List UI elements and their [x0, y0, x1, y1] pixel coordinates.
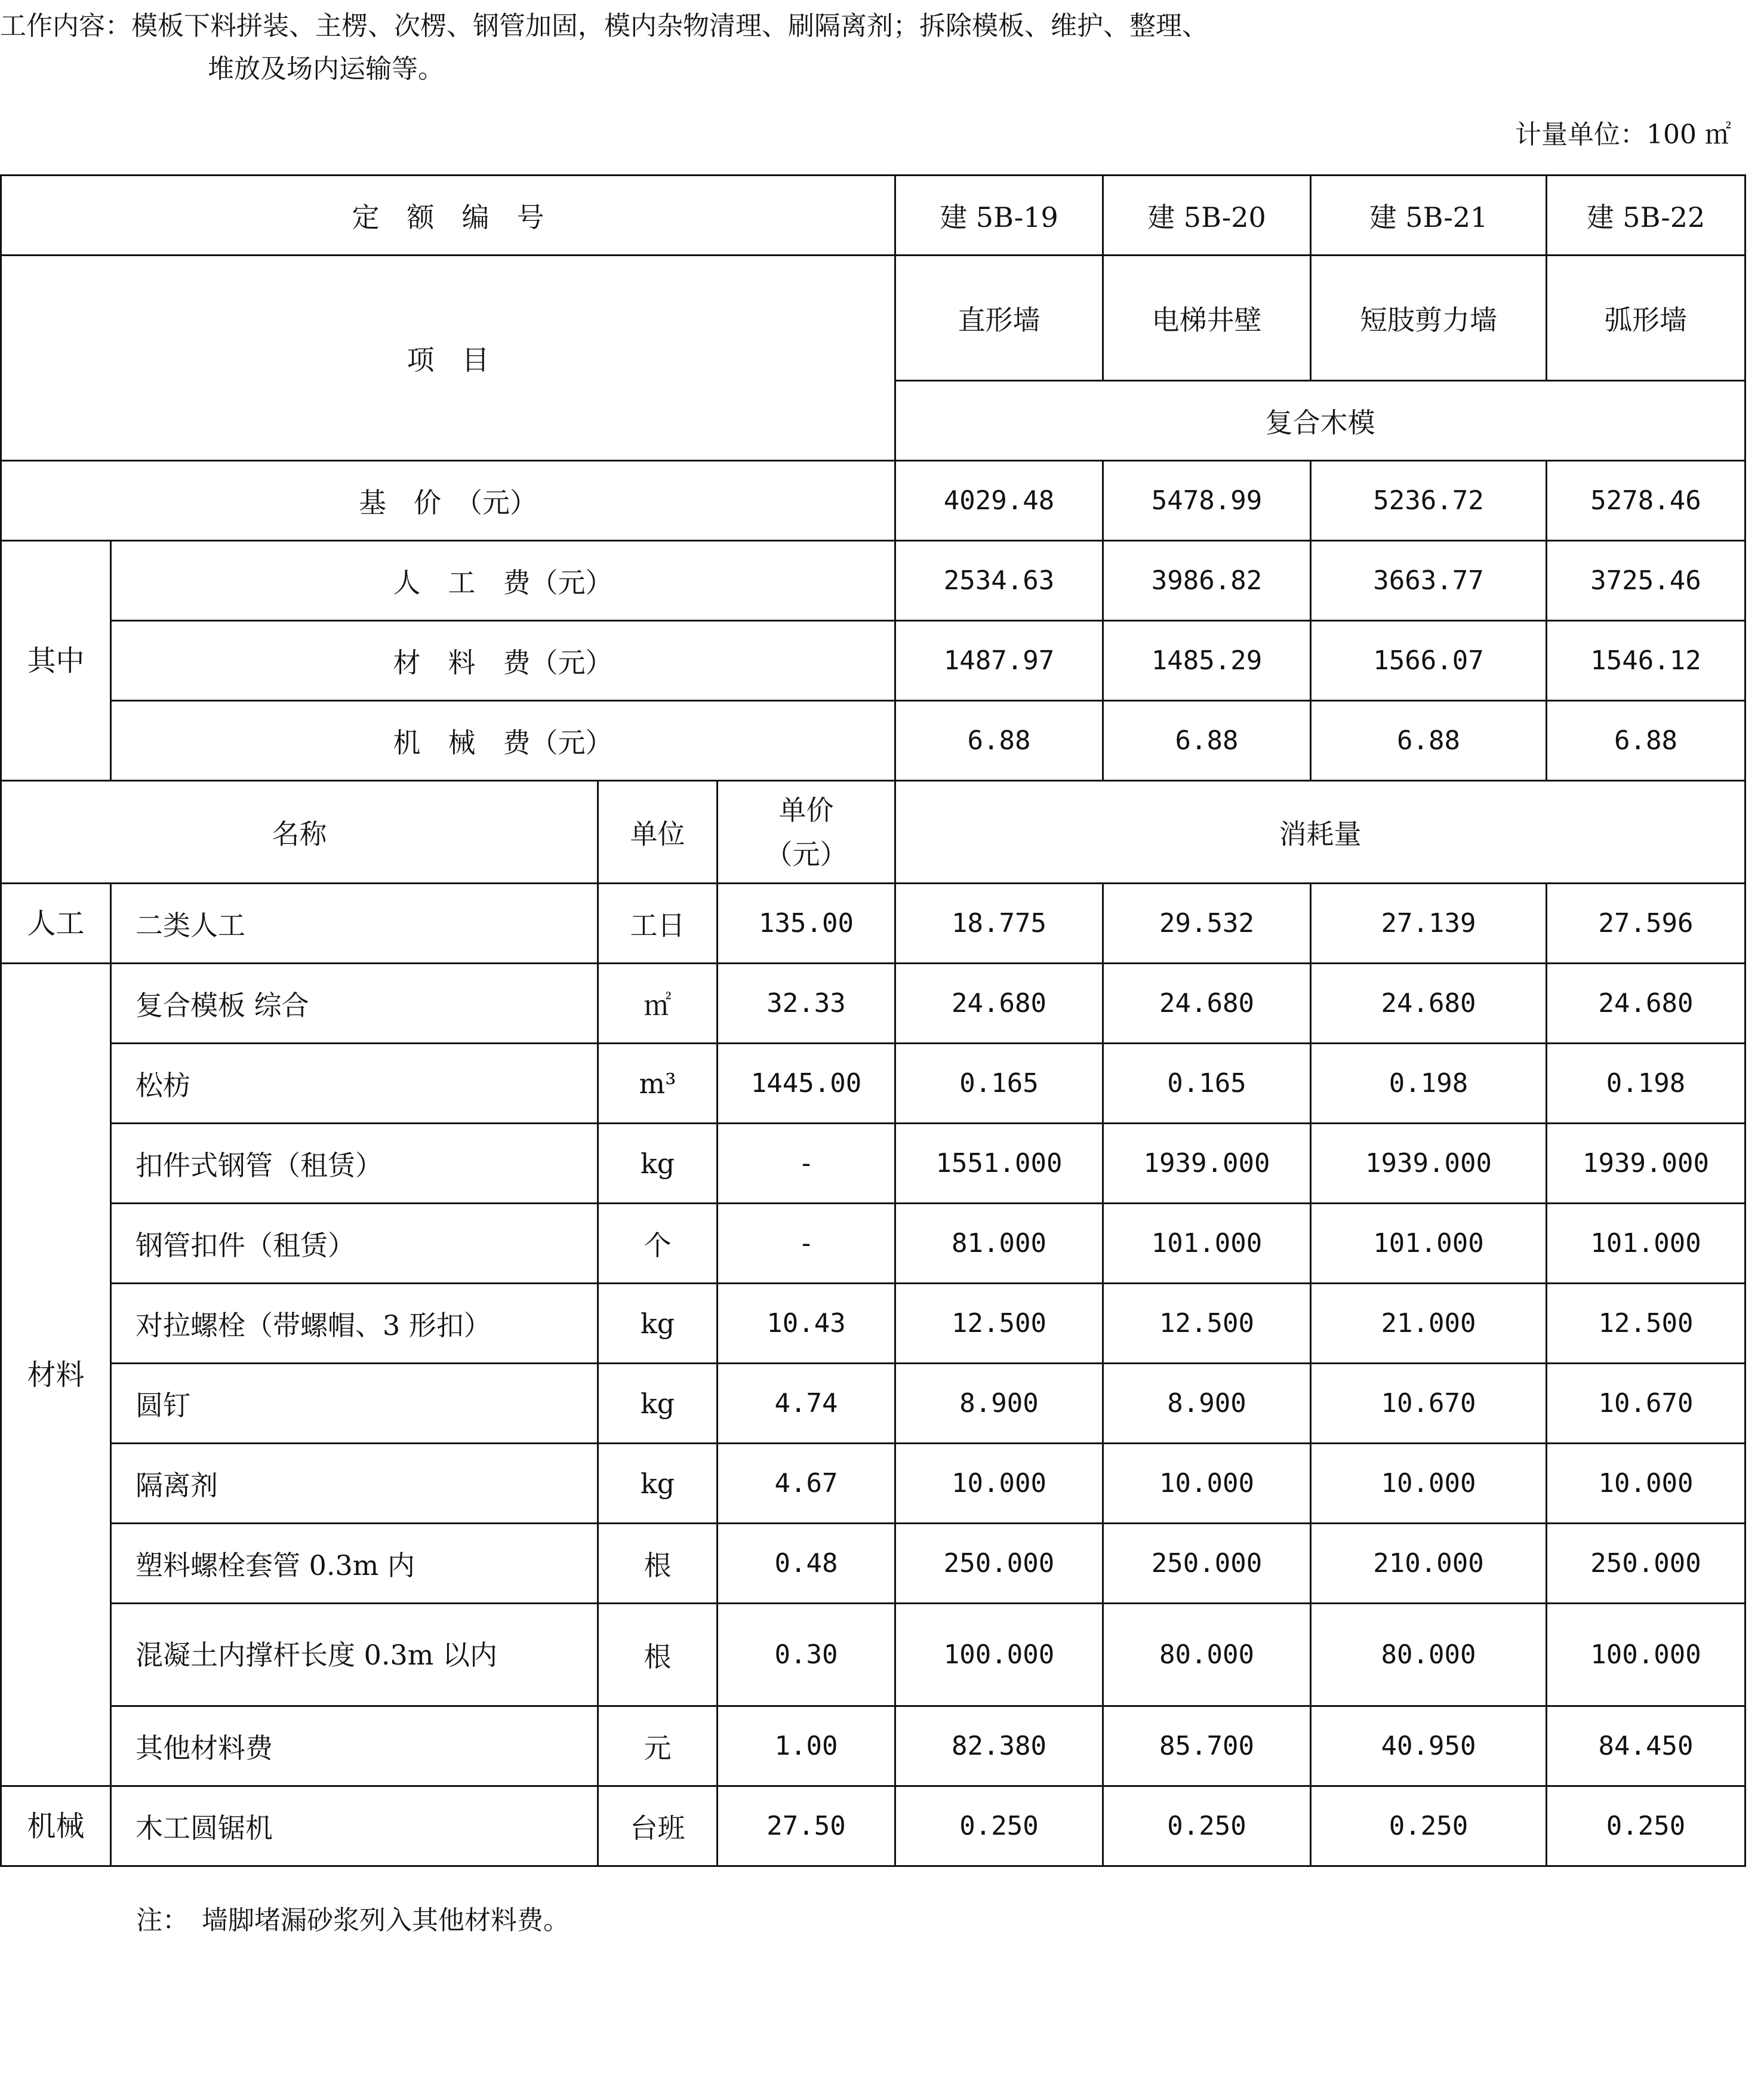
material-row	[1, 964, 1745, 1044]
quota-code: 建 5B-19	[895, 176, 1103, 256]
mold-type: 复合木模	[895, 381, 1745, 461]
resource-name: 圆钉	[111, 1364, 598, 1444]
resource-unit-price: 1445.00	[718, 1044, 895, 1124]
consumption-value: 12.500	[1103, 1284, 1311, 1364]
resource-name: 松枋	[111, 1044, 598, 1124]
resource-unit: kg	[598, 1124, 718, 1204]
consumption-value: 21.000	[1311, 1284, 1547, 1364]
machine-cost: 6.88	[1547, 701, 1745, 781]
resource-name: 二类人工	[111, 884, 598, 964]
consumption-value: 100.000	[895, 1604, 1103, 1706]
base-price-label: 基 价 （元）	[1, 461, 895, 541]
resource-name: 其他材料费	[111, 1706, 598, 1786]
consumption-value: 8.900	[1103, 1364, 1311, 1444]
labor-cost: 3725.46	[1547, 541, 1745, 621]
resource-unit-price: 0.48	[718, 1524, 895, 1604]
base-price: 5278.46	[1547, 461, 1745, 541]
item-name: 弧形墙	[1547, 256, 1745, 381]
consumption-value: 24.680	[1103, 964, 1311, 1044]
resource-unit-price: 27.50	[718, 1786, 895, 1866]
resource-unit-price: 4.67	[718, 1444, 895, 1524]
material-row	[1, 1604, 1745, 1706]
machine-cost: 6.88	[1103, 701, 1311, 781]
consumption-value: 10.670	[1311, 1364, 1547, 1444]
consumption-value: 10.670	[1547, 1364, 1745, 1444]
resource-unit: m³	[598, 1044, 718, 1124]
column-header-name: 名称	[1, 781, 598, 884]
material-row	[1, 1204, 1745, 1284]
material-cost-label: 材 料 费（元）	[111, 621, 895, 701]
consumption-value: 0.198	[1547, 1044, 1745, 1124]
consumption-value: 1939.000	[1311, 1124, 1547, 1204]
consumption-value: 81.000	[895, 1204, 1103, 1284]
consumption-value: 1939.000	[1547, 1124, 1745, 1204]
resource-name: 对拉螺栓（带螺帽、3 形扣）	[111, 1284, 598, 1364]
resource-unit: 台班	[598, 1786, 718, 1866]
consumption-value: 0.250	[1103, 1786, 1311, 1866]
resource-name: 混凝土内撑杆长度 0.3m 以内	[111, 1604, 598, 1706]
consumption-value: 40.950	[1311, 1706, 1547, 1786]
resource-unit: kg	[598, 1444, 718, 1524]
consumption-value: 0.165	[895, 1044, 1103, 1124]
resource-name: 隔离剂	[111, 1444, 598, 1524]
consumption-value: 101.000	[1547, 1204, 1745, 1284]
resource-unit-price: 1.00	[718, 1706, 895, 1786]
resource-unit-price: -	[718, 1124, 895, 1204]
material-row	[1, 1706, 1745, 1786]
consumption-value: 101.000	[1103, 1204, 1311, 1284]
quota-code: 建 5B-20	[1103, 176, 1311, 256]
consumption-value: 1551.000	[895, 1124, 1103, 1204]
resource-unit: 元	[598, 1706, 718, 1786]
consumption-value: 12.500	[1547, 1284, 1745, 1364]
consumption-value: 10.000	[1547, 1444, 1745, 1524]
material-group-label: 材料	[1, 964, 111, 1786]
item-name: 短肢剪力墙	[1311, 256, 1547, 381]
footnote: 注： 墙脚堵漏砂浆列入其他材料费。	[136, 1905, 569, 1936]
machine-row	[1, 1786, 1745, 1866]
consumption-value: 0.250	[895, 1786, 1103, 1866]
labor-group-label: 人工	[1, 884, 111, 964]
consumption-value: 18.775	[895, 884, 1103, 964]
consumption-value: 24.680	[1547, 964, 1745, 1044]
consumption-value: 84.450	[1547, 1706, 1745, 1786]
resource-unit: kg	[598, 1364, 718, 1444]
consumption-value: 10.000	[895, 1444, 1103, 1524]
material-row	[1, 1364, 1745, 1444]
resource-unit-price: 0.30	[718, 1604, 895, 1706]
consumption-value: 27.139	[1311, 884, 1547, 964]
material-cost: 1487.97	[895, 621, 1103, 701]
machine-cost: 6.88	[1311, 701, 1547, 781]
consumption-value: 24.680	[895, 964, 1103, 1044]
item-label: 项 目	[1, 256, 895, 461]
labor-cost: 3663.77	[1311, 541, 1547, 621]
labor-row	[1, 884, 1745, 964]
consumption-value: 29.532	[1103, 884, 1311, 964]
work-content-line-2: 堆放及场内运输等。	[208, 54, 444, 84]
consumption-value: 8.900	[895, 1364, 1103, 1444]
material-row	[1, 1044, 1745, 1124]
labor-cost-label: 人 工 费（元）	[111, 541, 895, 621]
consumption-value: 101.000	[1311, 1204, 1547, 1284]
material-row	[1, 1284, 1745, 1364]
resource-unit: kg	[598, 1284, 718, 1364]
resource-name: 钢管扣件（租赁）	[111, 1204, 598, 1284]
consumption-value: 80.000	[1311, 1604, 1547, 1706]
resource-unit: 根	[598, 1604, 718, 1706]
resource-unit: 工日	[598, 884, 718, 964]
consumption-value: 0.165	[1103, 1044, 1311, 1124]
quota-code-label: 定 额 编 号	[1, 176, 895, 256]
consumption-value: 85.700	[1103, 1706, 1311, 1786]
resource-name: 木工圆锯机	[111, 1786, 598, 1866]
labor-cost: 2534.63	[895, 541, 1103, 621]
resource-unit-price: -	[718, 1204, 895, 1284]
material-cost: 1566.07	[1311, 621, 1547, 701]
resource-unit-price: 10.43	[718, 1284, 895, 1364]
column-header-consumption: 消耗量	[895, 781, 1745, 884]
machine-cost: 6.88	[895, 701, 1103, 781]
quota-code: 建 5B-21	[1311, 176, 1547, 256]
consumption-value: 12.500	[895, 1284, 1103, 1364]
machine-cost-label: 机 械 费（元）	[111, 701, 895, 781]
consumption-value: 1939.000	[1103, 1124, 1311, 1204]
labor-cost: 3986.82	[1103, 541, 1311, 621]
measurement-unit: 计量单位：100 ㎡	[1515, 119, 1731, 150]
resource-name: 塑料螺栓套管 0.3m 内	[111, 1524, 598, 1604]
quota-code: 建 5B-22	[1547, 176, 1745, 256]
item-name: 电梯井壁	[1103, 256, 1311, 381]
resource-unit-price: 4.74	[718, 1364, 895, 1444]
consumption-value: 24.680	[1311, 964, 1547, 1044]
machine-group-label: 机械	[1, 1786, 111, 1866]
consumption-value: 100.000	[1547, 1604, 1745, 1706]
resource-unit: 个	[598, 1204, 718, 1284]
material-cost: 1546.12	[1547, 621, 1745, 701]
consumption-value: 10.000	[1311, 1444, 1547, 1524]
consumption-value: 10.000	[1103, 1444, 1311, 1524]
of-which-label: 其中	[1, 541, 111, 781]
resource-unit: ㎡	[598, 964, 718, 1044]
consumption-value: 210.000	[1311, 1524, 1547, 1604]
consumption-value: 0.250	[1311, 1786, 1547, 1866]
consumption-value: 27.596	[1547, 884, 1745, 964]
resource-unit: 根	[598, 1524, 718, 1604]
item-name: 直形墙	[895, 256, 1103, 381]
base-price: 5478.99	[1103, 461, 1311, 541]
column-header-unit: 单位	[598, 781, 718, 884]
consumption-value: 250.000	[1103, 1524, 1311, 1604]
consumption-value: 80.000	[1103, 1604, 1311, 1706]
resource-name: 复合模板 综合	[111, 964, 598, 1044]
consumption-value: 250.000	[895, 1524, 1103, 1604]
resource-name: 扣件式钢管（租赁）	[111, 1124, 598, 1204]
material-row	[1, 1444, 1745, 1524]
consumption-value: 0.250	[1547, 1786, 1745, 1866]
base-price: 4029.48	[895, 461, 1103, 541]
resource-unit-price: 135.00	[718, 884, 895, 964]
consumption-value: 0.198	[1311, 1044, 1547, 1124]
material-row	[1, 1524, 1745, 1604]
consumption-value: 250.000	[1547, 1524, 1745, 1604]
consumption-value: 82.380	[895, 1706, 1103, 1786]
material-cost: 1485.29	[1103, 621, 1311, 701]
base-price: 5236.72	[1311, 461, 1547, 541]
quota-table	[0, 174, 1746, 1867]
material-row	[1, 1124, 1745, 1204]
work-content-line-1: 工作内容：模板下料拼装、主楞、次楞、钢管加固，模内杂物清理、刷隔离剂；拆除模板、维护、整理、	[0, 11, 1208, 41]
column-header-price: 单价（元）	[718, 781, 895, 884]
resource-unit-price: 32.33	[718, 964, 895, 1044]
